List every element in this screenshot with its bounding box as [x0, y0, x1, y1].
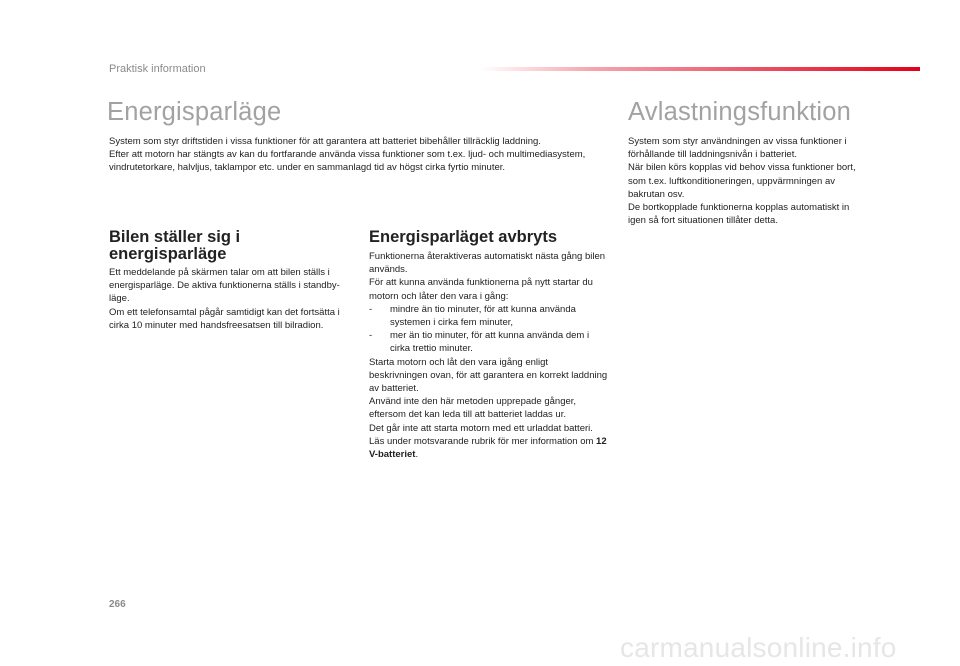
load-shedding-title: Avlastningsfunktion — [628, 98, 852, 126]
bullet-text: mer än tio minuter, för att kunna använda dem i cirka trettio minuter. — [390, 330, 590, 355]
body-paragraph: När bilen körs kopplas vid behov vissa funktioner bort, som t.ex. luftkonditioneringen, uppvärmningen av bakrutan osv. — [628, 162, 856, 200]
page-number: 266 — [109, 599, 126, 610]
energy-saving-mode-subtitle: Bilen ställer sig i energisparläge — [109, 228, 241, 263]
intro-paragraph: Efter att motorn har stängts av kan du fortfarande använda vissa funktioner som t.ex. ljud- och multimediasystem, vindrutetorkare, halvljus, taklampor etc. under en sammanlagd tid av högst cirka fyrtio minuter. — [109, 149, 586, 174]
intro-paragraph: System som styr driftstiden i vissa funktioner för att garantera att batteriet bibehåller tillräcklig laddning. — [109, 136, 541, 147]
exit-energy-saving-body — [369, 250, 609, 461]
body-paragraph: Det går inte att starta motorn med ett urladdat batteri. — [369, 422, 593, 434]
body-paragraph: Använd inte den här metoden upprepade gånger, eftersom det kan leda till att batteriet laddas ur. — [369, 396, 577, 421]
body-paragraph — [369, 435, 609, 461]
energy-saving-title: Energisparläge — [107, 98, 282, 126]
bullet-marker: - — [369, 303, 373, 315]
header-accent-rule — [480, 67, 920, 71]
body-paragraph: Ett meddelande på skärmen talar om att bilen ställs i energisparläge. De aktiva funktionerna ställs i standby-läge. — [109, 267, 340, 305]
body-paragraph: Starta motorn och låt den vara igång enligt beskrivningen ovan, för att garantera en korrekt laddning av batteriet. — [369, 356, 608, 395]
body-paragraph: Funktionerna återaktiveras automatiskt nästa gång bilen används. — [369, 251, 606, 276]
load-shedding-body — [628, 135, 868, 227]
reference-text: Läs under motsvarande rubrik för mer information om — [369, 435, 597, 447]
reference-suffix: . — [415, 449, 419, 461]
exit-energy-saving-subtitle: Energisparläget avbryts — [369, 228, 557, 246]
list-item — [369, 303, 609, 329]
body-paragraph: De bortkopplade funktionerna kopplas automatiskt in igen så fort situationen tillåter detta. — [628, 202, 850, 227]
body-paragraph: System som styr användningen av vissa funktioner i förhållande till laddningsnivån i batteriet. — [628, 136, 847, 161]
body-paragraph: För att kunna använda funktionerna på nytt startar du motorn och låter den vara i gång: — [369, 277, 593, 302]
body-paragraph: Om ett telefonsamtal pågår samtidigt kan det fortsätta i cirka 10 minuter med handsfreesatsen till bilradion. — [109, 306, 340, 331]
section-header-label: Praktisk information — [109, 63, 206, 75]
energy-saving-mode-body — [109, 266, 344, 332]
battery-reference-link: 12 V-batteriet — [369, 435, 607, 461]
watermark: carmanualsonline.info — [620, 632, 897, 663]
energy-saving-intro — [109, 135, 609, 175]
bullet-marker: - — [369, 330, 373, 342]
list-item — [369, 329, 609, 355]
bullet-text: mindre än tio minuter, för att kunna använda systemen i cirka fem minuter, — [390, 303, 576, 329]
